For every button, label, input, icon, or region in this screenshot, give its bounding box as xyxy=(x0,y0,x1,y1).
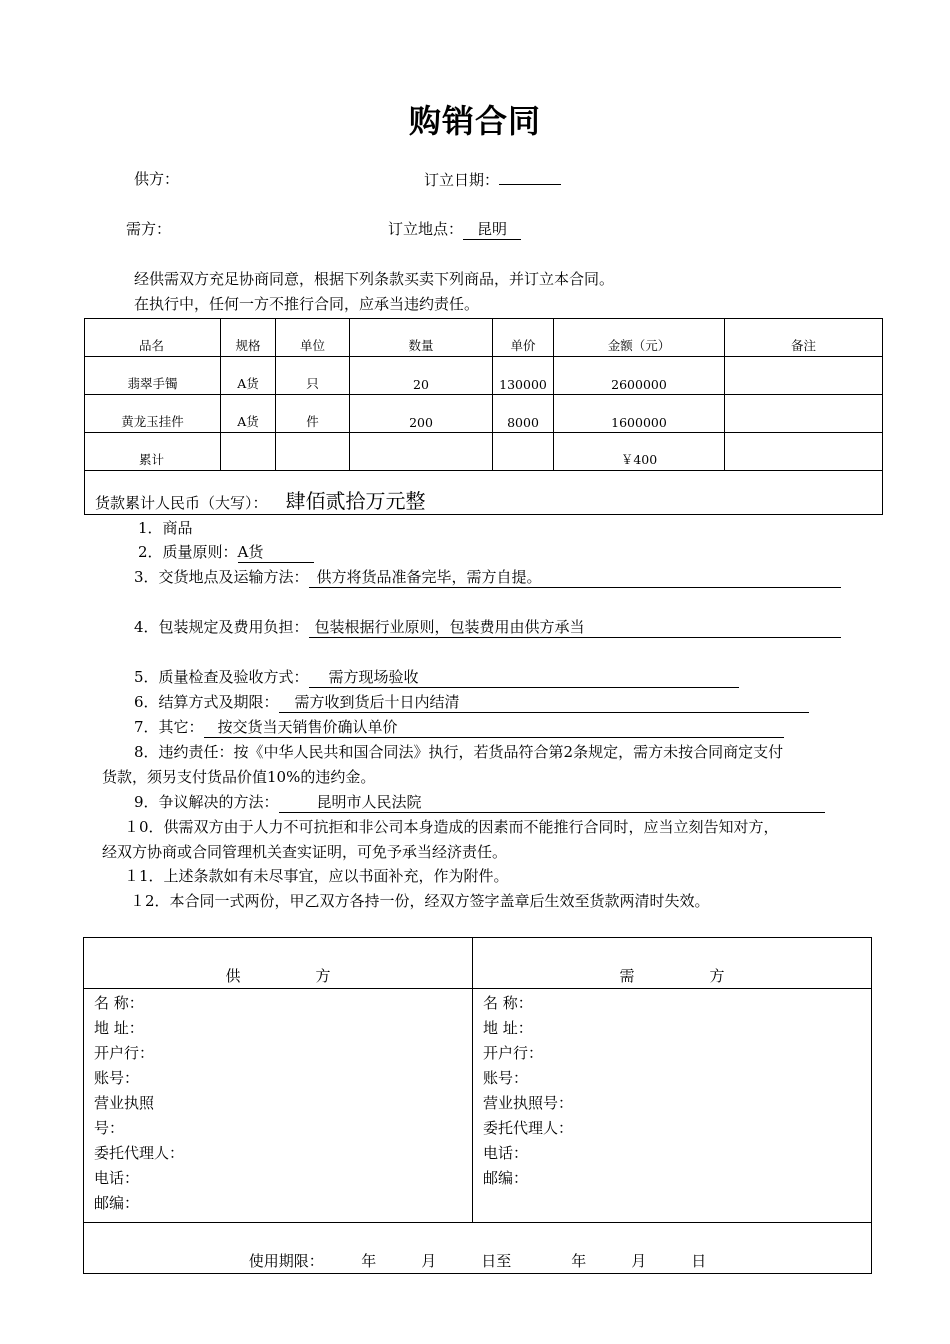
clause-2-value: A货 xyxy=(238,541,314,563)
supplier-license-field: 营业执照 xyxy=(94,1094,155,1112)
date-blank xyxy=(499,168,561,185)
table-header-row xyxy=(85,319,883,357)
table-cell xyxy=(725,357,883,395)
table-cell: 130000 xyxy=(493,357,554,395)
supplier-bank-field: 开户行： xyxy=(94,1044,155,1062)
clause-4-label: 4．包装规定及费用负担： xyxy=(134,618,309,636)
column-header: 数量 xyxy=(350,319,493,357)
supplier-agent-field: 委托代理人： xyxy=(94,1144,185,1162)
column-header: 品名 xyxy=(85,319,221,357)
supplier-name-field: 名 称： xyxy=(94,994,144,1012)
column-header: 单价 xyxy=(493,319,554,357)
table-cell: 翡翠手镯 xyxy=(85,357,221,395)
buyer-header: 需 方 xyxy=(473,938,872,989)
table-cell: 累计 xyxy=(85,433,221,471)
supplier-address-field: 地 址： xyxy=(94,1019,144,1037)
clause-7-label: 7．其它： xyxy=(134,718,204,736)
clause-3-label: 3．交货地点及运输方法： xyxy=(134,568,309,586)
table-cell: 8000 xyxy=(493,395,554,433)
column-header: 规格 xyxy=(221,319,276,357)
table-cell xyxy=(350,433,493,471)
supplier-label: 供方： xyxy=(134,170,180,188)
clause-7-value: 按交货当天销售价确认单价 xyxy=(204,716,784,738)
table-cell: 只 xyxy=(276,357,350,395)
place-value: 昆明 xyxy=(463,218,521,240)
supplier-postcode-field: 邮编： xyxy=(94,1194,140,1212)
total-value: 肆佰贰拾万元整 xyxy=(285,489,426,513)
clause-8-line-1: 8．违约责任：按《中华人民共和国合同法》执行，若货品符合第2条规定，需方未按合同商定支付 xyxy=(134,743,784,761)
supplier-account-field: 账号： xyxy=(94,1069,140,1087)
signature-table xyxy=(83,937,872,1274)
supplier-license-field-cont: 号： xyxy=(94,1119,125,1137)
table-row xyxy=(85,433,883,471)
clause-3-value: 供方将货品准备完毕，需方自提。 xyxy=(309,566,841,588)
buyer-account-field: 账号： xyxy=(483,1069,529,1087)
clause-7 xyxy=(134,716,784,738)
table-row xyxy=(85,357,883,395)
buyer-label: 需方： xyxy=(126,220,172,238)
table-cell xyxy=(493,433,554,471)
clause-4-value: 包装根据行业原则，包装费用由供方承当 xyxy=(309,616,841,638)
intro-line-2: 在执行中，任何一方不推行合同，应承当违约责任。 xyxy=(134,295,480,313)
clause-6-label: 6．结算方式及期限： xyxy=(134,693,279,711)
contract-title: 购销合同 xyxy=(408,102,541,140)
supplier-header: 供 方 xyxy=(84,938,473,989)
clause-9 xyxy=(134,791,825,813)
clause-1: 1．商品 xyxy=(138,519,193,537)
contract-place-field xyxy=(388,218,521,240)
buyer-agent-field: 委托代理人： xyxy=(483,1119,574,1137)
buyer-postcode-field: 邮编： xyxy=(483,1169,529,1187)
table-cell xyxy=(725,433,883,471)
table-cell: 2600000 xyxy=(554,357,725,395)
supplier-info xyxy=(84,989,473,1223)
table-cell: A货 xyxy=(221,395,276,433)
clause-6 xyxy=(134,691,809,713)
clause-5 xyxy=(134,666,739,688)
total-label: 货款累计人民币（大写）： xyxy=(95,494,268,512)
date-label: 订立日期： xyxy=(424,171,500,189)
clause-4 xyxy=(134,616,841,638)
clause-8-line-2: 货款，须另支付货品价值10%的违约金。 xyxy=(102,768,376,786)
intro-line-1: 经供需双方充足协商同意，根据下列条款买卖下列商品，并订立本合同。 xyxy=(134,270,615,288)
buyer-license-field: 营业执照号： xyxy=(483,1094,574,1112)
buyer-bank-field: 开户行： xyxy=(483,1044,544,1062)
buyer-name-field: 名 称： xyxy=(483,994,533,1012)
clause-9-label: 9．争议解决的方法： xyxy=(134,793,279,811)
clause-12: １2．本合同一式两份，甲乙双方各持一份，经双方签字盖章后生效至货款两清时失效。 xyxy=(130,892,710,910)
supplier-phone-field: 电话： xyxy=(94,1169,140,1187)
column-header: 备注 xyxy=(725,319,883,357)
clause-2 xyxy=(138,541,314,563)
table-cell: 20 xyxy=(350,357,493,395)
buyer-info xyxy=(473,989,872,1223)
table-cell xyxy=(725,395,883,433)
table-cell: 200 xyxy=(350,395,493,433)
contract-date-field xyxy=(424,168,561,190)
clause-2-label: 2．质量原则： xyxy=(138,543,238,561)
total-amount-cell xyxy=(85,471,883,515)
table-cell: 1600000 xyxy=(554,395,725,433)
table-cell xyxy=(276,433,350,471)
clause-11: １1．上述条款如有未尽事宜，应以书面补充，作为附件。 xyxy=(124,867,509,885)
column-header: 单位 xyxy=(276,319,350,357)
clause-9-value: 昆明市人民法院 xyxy=(279,791,825,813)
goods-table xyxy=(84,318,883,515)
clause-6-value: 需方收到货后十日内结清 xyxy=(279,691,809,713)
table-row xyxy=(85,395,883,433)
clause-10-line-2: 经双方协商或合同管理机关查实证明，可免予承当经济责任。 xyxy=(102,843,508,861)
buyer-address-field: 地 址： xyxy=(483,1019,533,1037)
clause-5-label: 5．质量检查及验收方式： xyxy=(134,668,309,686)
table-cell xyxy=(221,433,276,471)
table-cell: 黄龙玉挂件 xyxy=(85,395,221,433)
buyer-phone-field: 电话： xyxy=(483,1144,529,1162)
table-cell: 件 xyxy=(276,395,350,433)
clause-5-value: 需方现场验收 xyxy=(309,666,739,688)
column-header: 金额（元） xyxy=(554,319,725,357)
validity-period: 使用期限： 年 月 日至 年 月 日 xyxy=(84,1223,872,1274)
table-cell: A货 xyxy=(221,357,276,395)
clause-10-line-1: １0．供需双方由于人力不可抗拒和非公司本身造成的因素而不能推行合同时，应当立刻告知对方， xyxy=(124,818,779,836)
total-amount-row xyxy=(85,471,883,515)
table-cell: ￥400 xyxy=(554,433,725,471)
clause-3 xyxy=(134,566,841,588)
place-label: 订立地点： xyxy=(388,220,464,238)
